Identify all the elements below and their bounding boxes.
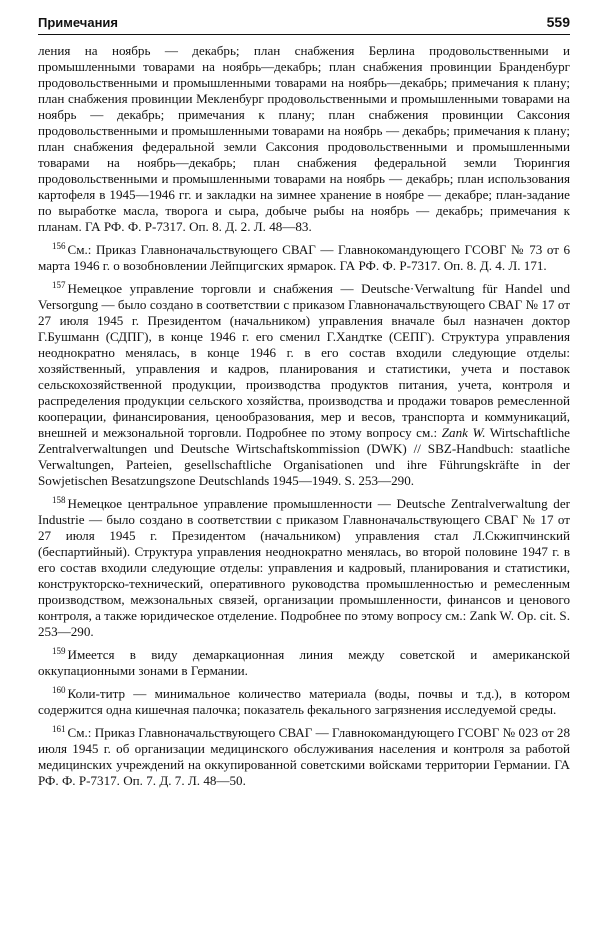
- note-number: 161: [52, 723, 66, 734]
- note-number: 157: [52, 279, 66, 290]
- note-text: ления на ноябрь — декабрь; план снабжения Берлина продовольственными и промышленными товарами на ноябрь—декабрь; план снабжения провинции Бранденбург продовольственными и промышленными товарами на ноябрь—декабрь; примечания к плану; план снабжения провинции Мекленбург продовольственными и промышленными товарами на ноябрь — декабрь; примечания к плану; план снабжения провинции Саксония продовольственными и промышленными товарами на ноябрь — декабрь; примечания к плану; план снабжения федеральной земли Саксония продовольственными и промышленными товарами на ноябрь—декабрь; план снабжения федеральной земли Тюрингия продовольственными и промышленными товарами на ноябрь — декабрь; план использования картофеля в 1945—1946 гг. и закладки на зимнее хранение в ноябре — декабре; план-задание по выработке масла, творога и сыра, добыче рыбы на ноябрь — декабрь; примечания к планам. ГА РФ. Ф. Р-7317. Оп. 8. Д. 2. Л. 48—83.: [38, 43, 570, 234]
- running-head: [38, 14, 570, 35]
- note-text: Немецкое центральное управление промышленности — Deutsche Zentralverwaltung der Industrie — было создано в соответствии с приказом Главноначальствующего СВАГ № 17 от 27 июля 1945 г. Президентом (начальником) управления стал Л.Скжипчинский (беспартийный). Структура управления неоднократно менялась, во второй половине 1947 г. в его состав входили следующие отделы: управления и кадровый, планирования и статистики, конструкторско-технический, оперативного руководства промышленностью и ремесленным производством, межзональных связей, организации промышленности, финансов и ценового контроля, а также юридическое отделение. Подробнее по этому вопросу см.: Zank W. Op. cit. S. 253—290.: [38, 496, 570, 639]
- note-text: См.: Приказ Главноначальствующего СВАГ — Главнокомандующего ГСОВГ № 023 от 28 июля 1945 г. об организации медицинского обслуживания населения и контроля за работой медицинских учреждений на оккупированной советскими войсками территории Германии. ГА РФ. Ф. Р-7317. Оп. 7. Д. 7. Л. 48—50.: [38, 725, 570, 788]
- section-title: Примечания: [38, 15, 119, 30]
- notes-list: [38, 43, 570, 789]
- note-continued: [38, 43, 570, 235]
- note-number: 158: [52, 494, 66, 505]
- note-text-part: Wirtschaftliche Zentralverwaltungen und Deutsche Wirtschaftskommission (DWK) // SBZ-Handbuch: staatliche Verwaltungen, Parteien, gesellschaftliche Organisationen und ihre Führungskräfte in der Sowjetischen Besatzungszone Deutschlands 1945—1949. S. 253—290.: [38, 425, 570, 488]
- note-160: [38, 686, 570, 718]
- cited-author: Zank W.: [441, 425, 486, 440]
- note-number: 156: [52, 240, 66, 251]
- note-text-part: Немецкое управление торговли и снабжения — Deutsche·Verwaltung für Handel und Versorgung — было создано в соответствии с приказом Главноначальствующего СВАГ № 17 от 27 июля 1945 г. Президентом (начальником) управления вначале был назначен доктор Г.Бушманн (СДПГ), в конце 1946 г. его сменил Г.Хандтке (СЕПГ). Структура управления неоднократно менялась, в конце 1946 г. в его состав входили следующие отделы: хозяйственный, управления и кадров, планирования и статистики, учета и поставок сельскохозяйственной продукции, производства продуктов питания, учета, контроля и распределения продукции сельского хозяйства, производства и продажи товаров ремесленной кооперации, финансирования, ценообразования, мер и весов, транспорта и коммуникаций, внешней и межзональной торговли. Подробнее по этому вопросу см.:: [38, 281, 570, 440]
- note-number: 160: [52, 684, 66, 695]
- note-text: Имеется в виду демаркационная линия между советской и американской оккупационными зонами в Германии.: [38, 647, 570, 678]
- note-157: [38, 281, 570, 489]
- page-number: 559: [546, 14, 570, 30]
- note-text: См.: Приказ Главноначальствующего СВАГ — Главнокомандующего ГСОВГ № 73 от 6 марта 1946 г. о возобновлении Лейпцигских ярмарок. ГА РФ. Ф. Р-7317. Оп. 8. Д. 4. Л. 171.: [38, 242, 570, 273]
- page: [38, 14, 570, 796]
- note-159: [38, 647, 570, 679]
- note-158: [38, 496, 570, 640]
- note-161: [38, 725, 570, 789]
- note-text: Коли-титр — минимальное количество материала (воды, почвы и т.д.), в котором содержится одна кишечная палочка; показатель фекального загрязнения исследуемой среды.: [38, 686, 570, 717]
- note-156: [38, 242, 570, 274]
- note-text: [38, 281, 570, 488]
- note-number: 159: [52, 645, 66, 656]
